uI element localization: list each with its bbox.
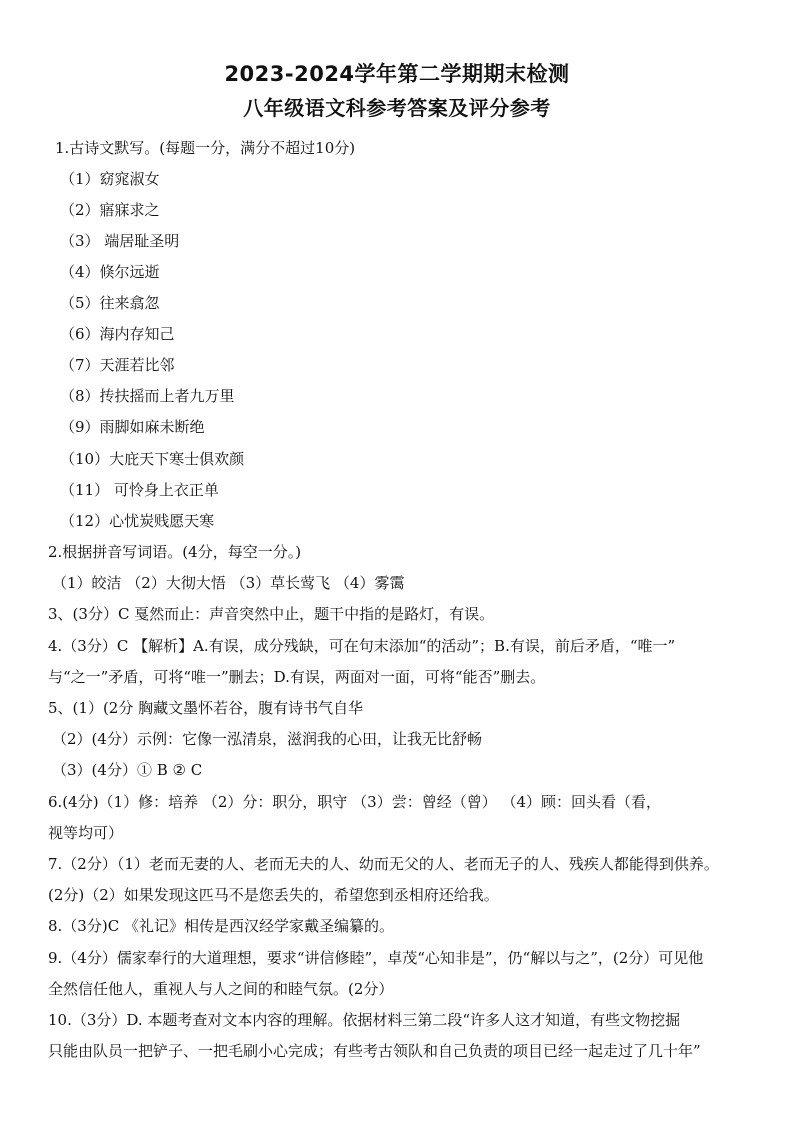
q2-answers: （1）皎洁 （2）大彻大悟 （3）草长莺飞 （4）雾霭 xyxy=(52,574,405,592)
q5-answer-1: 5、(1）(2分 胸藏文墨怀若谷，腹有诗书气自华 xyxy=(48,699,364,717)
document-subtitle: 八年级语文科参考答案及评分参考 xyxy=(243,96,551,120)
q1-answer-2: （2）寤寐求之 xyxy=(60,201,160,219)
q4-answer-line2: 与“之一”矛盾，可将“唯一”删去；D.有误，两面对一面，可将“能否”删去。 xyxy=(48,668,546,686)
q4-answer-line1: 4.（3分）C 【解析】A.有误，成分残缺，可在句末添加“的活动”；B.有误，前后矛盾，“唯一” xyxy=(48,637,676,655)
q1-answer-4: （4）倏尔远逝 xyxy=(60,263,160,281)
q10-answer-line1: 10.（3分）D. 本题考查对文本内容的理解。依据材料三第二段“许多人这才知道，有些文物挖掘 xyxy=(48,1011,681,1029)
q5-answer-3: （3）(4分）① B ② C xyxy=(52,761,203,779)
q1-answer-5: （5）往来翕忽 xyxy=(60,294,160,312)
q1-answer-1: （1）窈窕淑女 xyxy=(60,170,160,188)
q1-answer-6: （6）海内存知己 xyxy=(60,325,175,343)
q2-heading: 2.根据拼音写词语。(4分，每空一分。) xyxy=(48,543,302,561)
q9-answer-line2: 全然信任他人，重视人与人之间的和睦气氛。(2分） xyxy=(48,980,394,998)
q1-answer-7: （7）天涯若比邻 xyxy=(60,356,175,374)
q8-answer: 8.（3分)C 《礼记》相传是西汉经学家戴圣编纂的。 xyxy=(48,917,394,935)
q3-answer: 3、(3分）C 戛然而止：声音突然中止，题干中指的是路灯，有误。 xyxy=(48,605,495,623)
q1-answer-10: （10）大庇天下寒士俱欢颜 xyxy=(60,450,245,468)
q1-answer-9: （9）雨脚如麻未断绝 xyxy=(60,418,205,436)
q5-answer-2: （2）(4分）示例：它像一泓清泉，滋润我的心田，让我无比舒畅 xyxy=(52,730,482,748)
q6-answer-line1: 6.(4分)（1）修：培养 （2）分：职分，职守 （3）尝：曾经（曾） （4）顾：回头看（看， xyxy=(48,793,662,811)
q7-answer-2: (2分)（2）如果发现这匹马不是您丢失的，希望您到丞相府还给我。 xyxy=(48,886,499,904)
q6-answer-line2: 视等均可） xyxy=(48,824,124,842)
q10-answer-line2: 只能由队员一把铲子、一把毛刷小心完成；有些考古领队和自己负责的项目已经一起走过了几十年” xyxy=(48,1042,701,1060)
q1-answer-11: （11） 可怜身上衣正单 xyxy=(60,481,219,499)
q1-answer-8: （8）抟扶摇而上者九万里 xyxy=(60,387,235,405)
q7-answer-1: 7.（2分）（1）老而无妻的人、老而无夫的人、幼而无父的人、老而无子的人、残疾人都能得到供养。 xyxy=(48,855,719,873)
document-title: 2023-2024学年第二学期期末检测 xyxy=(224,62,570,86)
q1-answer-3: （3） 端居耻圣明 xyxy=(60,232,180,250)
q1-answer-12: （12）心忧炭贱愿天寒 xyxy=(60,512,215,530)
q9-answer-line1: 9.（4分）儒家奉行的大道理想，要求“讲信修睦”，卓茂“心知非是”，仍“解以与之”，(2分）可见他 xyxy=(48,949,704,967)
q1-heading: 1.古诗文默写。(每题一分，满分不超过10分) xyxy=(55,139,356,157)
